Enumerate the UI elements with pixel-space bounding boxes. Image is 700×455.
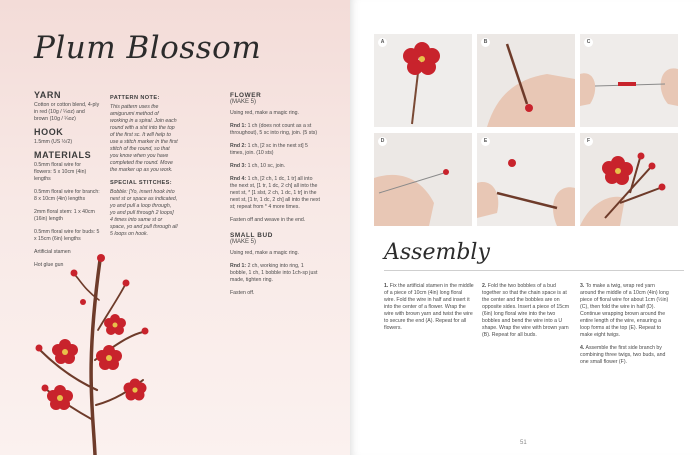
photo-label: A [378, 38, 387, 47]
step-text: Fix the artificial stamen in the middle of a piece of 10cm (4in) long floral wire. Fold the wire in half and insert it into the center of a flower. Wrap the wire with brown yarn and twist the wire to secure the end (A). Repeat for all flowers. [384, 283, 474, 331]
photo-label: E [481, 137, 490, 146]
round-label: Rnd 2: [230, 143, 247, 149]
photo-d-image [374, 133, 472, 226]
material-item: Hot glue gun [34, 262, 64, 268]
flower-make: (MAKE 5) [230, 99, 257, 105]
assembly-step-2 [482, 283, 572, 339]
right-page [350, 0, 700, 455]
material-item: 0.5mm floral wire for branch: 8 x 10cm (4in) lengths [34, 189, 100, 202]
small-bud-round-1 [230, 263, 320, 284]
photo-label: B [481, 38, 490, 47]
photo-label: F [584, 137, 593, 146]
step-text: To make a twig, wrap red yarn around the middle of a 10cm (4in) long piece of floral wire for about 1cm (½in) (C), then fold the wire in half (D). Continue wrapping brown around the entire length of the wire, ensuring a loop forms at the top (E). Repeat to make eight twigs. [580, 283, 669, 338]
step-photo-c [580, 34, 678, 127]
flower-round-4 [230, 176, 320, 211]
material-item: 0.5mm floral wire for buds: 5 x 15cm (6in) lengths [34, 229, 100, 242]
flower-round-2 [230, 143, 320, 157]
notes-column [110, 95, 178, 244]
round-label: Rnd 1: [230, 263, 247, 269]
material-item: 2mm floral stem: 1 x 40cm (16in) length [34, 209, 95, 222]
step-photo-f [580, 133, 678, 226]
round-label: Rnd 4: [230, 176, 247, 182]
pattern-note-heading: PATTERN NOTE: [110, 95, 160, 101]
photo-e-image [477, 133, 575, 226]
small-bud-make: (MAKE 5) [230, 239, 257, 245]
assembly-step-1 [384, 283, 474, 332]
page-number: 51 [520, 440, 527, 446]
hook-heading: HOOK [34, 127, 64, 137]
step-photo-a [374, 34, 472, 127]
materials-heading: MATERIALS [34, 150, 92, 160]
round-text: 1 ch, [2 sc in the next st] 5 times, join. (10 sts) [230, 143, 308, 156]
assembly-step-3 [580, 283, 670, 339]
round-text: 2 ch, working into ring, 1 bobble, 1 ch, 1 bobble into 1ch-sp just made, tighten ring. [230, 263, 318, 283]
photo-a-image [374, 34, 472, 127]
step-number: 4. [580, 345, 585, 351]
small-bud-end: Fasten off. [230, 290, 255, 296]
material-item: 0.5mm floral wire for flowers: 5 x 10cm (4in) lengths [34, 162, 87, 182]
step-photo-grid [374, 34, 678, 228]
photo-label: D [378, 137, 387, 146]
round-label: Rnd 3: [230, 163, 247, 169]
step-number: 2. [482, 283, 487, 289]
material-item: Artificial stamen [34, 249, 71, 255]
flower-round-3 [230, 163, 320, 170]
assembly-step-4 [580, 345, 670, 366]
special-stitches-heading: SPECIAL STITCHES: [110, 180, 173, 186]
plum-branch-image [25, 240, 165, 455]
special-stitches-text: Bobble: [Yo, insert hook into next st or space as indicated, yo and pull a loop through, yo and pull through 2 loops] 4 times into same st or space, yo and pull through all 5 loops on hook. [110, 189, 178, 237]
photo-f-image [580, 133, 678, 226]
step-number: 1. [384, 283, 389, 289]
photo-c-image [580, 34, 678, 127]
round-text: 1 ch (does not count as a st throughout), 5 sc into ring, join. (5 sts) [230, 123, 318, 136]
pattern-note-text: This pattern uses the amigurumi method of working in a spiral. Join each round with a slst into the top of the first sc. It will help to use a stitch marker in the first stitch of the round, so that you know when you have completed the round. Move the marker up as you work. [110, 104, 178, 173]
round-text: 1 ch, [2 ch, 1 dc, 1 tr] all into the next st, [1 tr, 1 dc, 2 ch] all into the next st, * [1 slst, 2 ch, 1 dc, 1 tr] in the next st, [1 tr, 1 dc, 2 ch] all into the next st; repeat from * 4 more times. [230, 176, 320, 210]
step-number: 3. [580, 283, 585, 289]
flower-heading: FLOWER [230, 92, 262, 99]
flower-intro: Using red, make a magic ring. [230, 110, 299, 116]
step-photo-d [374, 133, 472, 226]
step-photo-b [477, 34, 575, 127]
small-bud-intro: Using red, make a magic ring. [230, 250, 299, 256]
step-text: Assemble the first side branch by combining three twigs, two buds, and one small flower (F). [580, 345, 666, 365]
yarn-text: Cotton or cotton blend, 4-ply in red (10g / ¼oz) and brown (10g / ¼oz) [34, 102, 100, 122]
flower-round-1 [230, 123, 320, 137]
divider [384, 270, 684, 271]
small-bud-heading: SMALL BUD [230, 232, 273, 239]
flower-end: Fasten off and weave in the end. [230, 217, 306, 223]
yarn-heading: YARN [34, 90, 62, 100]
round-text: 1 ch, 10 sc, join. [247, 163, 286, 169]
pattern-column [230, 92, 320, 303]
step-text: Fold the two bobbles of a bud together so that the chain space is at the center and the bobbles are on opposite sides. Insert a piece of 15cm (6in) long floral wire into the two bobbles and bend the wire into a U shape. Wrap the wire with brown yarn (B). Repeat for all buds. [482, 283, 570, 338]
step-photo-e [477, 133, 575, 226]
photo-label: C [584, 38, 593, 47]
round-label: Rnd 1: [230, 123, 247, 129]
photo-b-image [477, 34, 575, 127]
hook-text: 1.5mm (US ½/2) [34, 139, 73, 145]
page-title: Plum Blossom [34, 30, 262, 66]
assembly-heading: Assembly [384, 240, 490, 265]
